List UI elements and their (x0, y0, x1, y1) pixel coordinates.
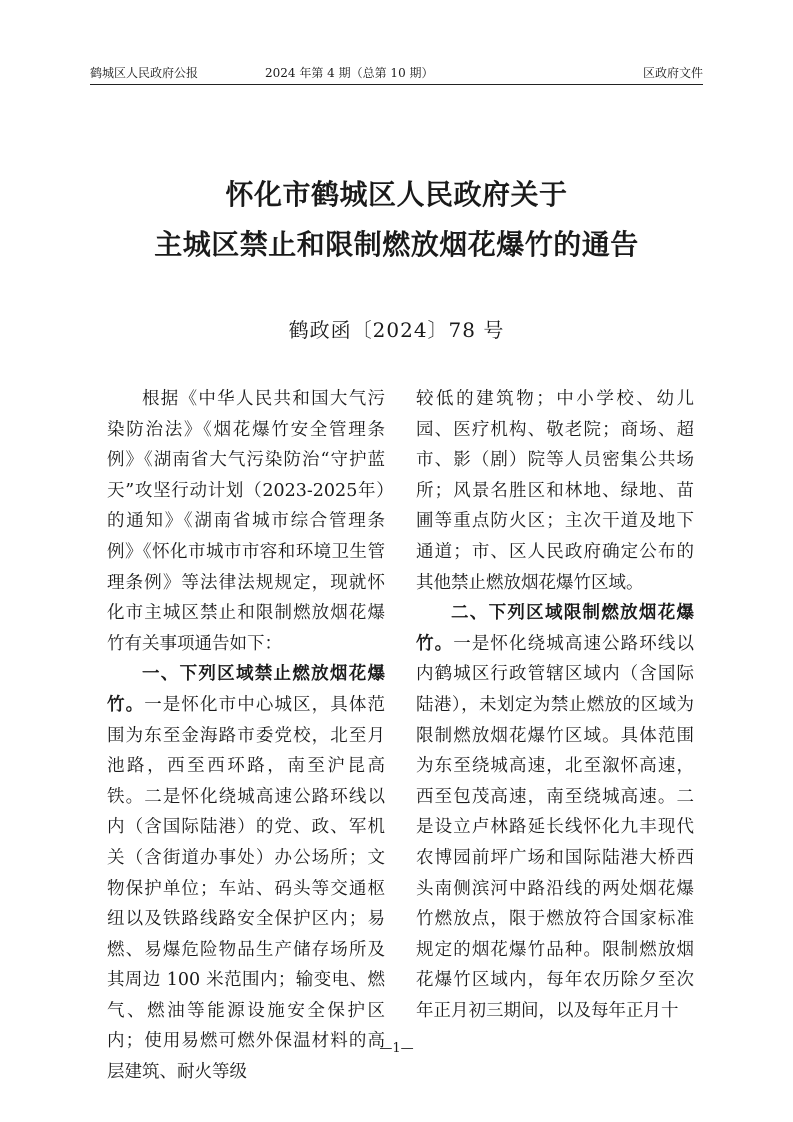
gazette-name: 鹤城区人民政府公报 (90, 66, 199, 80)
body-column-left (107, 384, 385, 1088)
body-column-right (416, 384, 694, 1026)
section-1-text: 一是怀化市中心城区，具体范围为东至金海路市委党校，北至月池路，西至西环路，南至沪昆高铁。二是怀化绕城高速公路环线以内（含国际陆港）的党、政、军机关（含街道办事处）办公场所；文物保护单位；车站、码头等交通枢纽以及铁路线路安全保护区内；易燃、易爆危险物品生产储存场所及其周边 100 米范围内；输变电、燃气、燃油等能源设施安全保护区内；使用易燃可燃外保温材料的高层建筑、耐火等级 (107, 694, 386, 1083)
section-label: 区政府文件 (642, 66, 703, 80)
header-rule (90, 84, 703, 85)
page-header (90, 64, 703, 84)
section-1-paragraph (107, 659, 385, 1087)
section-2-text: 一是怀化绕城高速公路环线以内鹤城区行政管辖区域内（含国际陆港），未划定为禁止燃放的区域为限制燃放烟花爆竹区域。具体范围为东至绕城高速，北至溆怀高速，西至包茂高速，南至绕城高速。二是设立卢林路延长线怀化九丰现代农博园前坪广场和国际陆港大桥西头南侧滨河中路沿线的两处烟花爆竹燃放点，限于燃放符合国家标准规定的烟花爆竹品种。限制燃放烟花爆竹区域内，每年农历除夕至次年正月初三期间，以及每年正月十 (416, 633, 695, 1021)
intro-paragraph: 根据《中华人民共和国大气污染防治法》《烟花爆竹安全管理条例》《湖南省大气污染防治“守护蓝天”攻坚行动计划（2023-2025年）的通知》《湖南省城市综合管理条例》《怀化市城市市容和环境卫生管理条例》等法律法规规定，现就怀化市主城区禁止和限制燃放烟花爆竹有关事项通告如下： (107, 389, 385, 654)
title-line-1: 怀化市鹤城区人民政府关于 (225, 178, 568, 211)
section-1-continuation: 较低的建筑物；中小学校、幼儿园、医疗机构、敬老院；商场、超市、影（剧）院等人员密集公共场所；风景名胜区和林地、绿地、苗圃等重点防火区；主次干道及地下通道；市、区人民政府确定公布的其他禁止燃放烟花爆竹区域。 (416, 389, 694, 593)
document-title (60, 170, 733, 270)
section-2-heading: 二、下列区域限制燃放烟花爆竹。 (416, 603, 694, 654)
section-2-paragraph (416, 598, 694, 1026)
page-number: —1— (379, 1041, 414, 1056)
issue-number: 2024 年第 4 期（总第 10 期） (265, 66, 434, 80)
document-number: 鹤政函〔2024〕78 号 (288, 318, 505, 342)
title-line-2: 主城区禁止和限制燃放烟花爆竹的通告 (154, 228, 639, 261)
section-1-heading: 一、下列区域禁止燃放烟花爆竹。 (107, 664, 385, 715)
